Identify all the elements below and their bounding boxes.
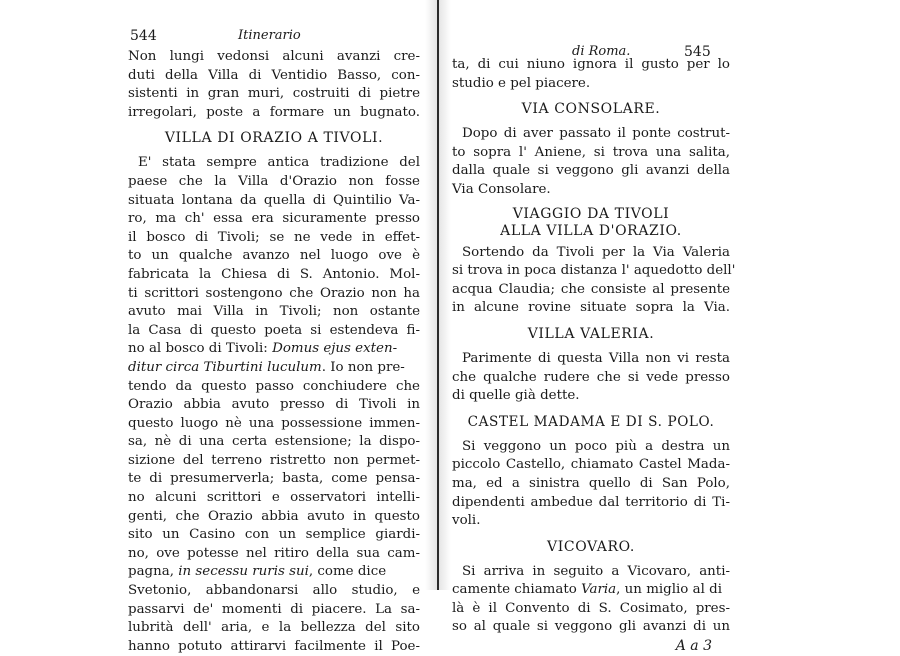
- text-line: ta, di cui niuno ignora il gusto per lo: [452, 57, 730, 72]
- left-running-head: [128, 28, 420, 48]
- right-page: [452, 28, 736, 655]
- text-line: te di presumerverla; basta, come pensa-: [128, 471, 420, 487]
- text-line: passarvi de' momenti di piacere. La sa-: [128, 601, 420, 617]
- left-page-number: 544: [130, 28, 157, 44]
- gutter-line: [437, 0, 439, 590]
- text-line: piccolo Castello, chiamato Castel Mada-: [452, 457, 730, 473]
- right-intro: [452, 56, 730, 93]
- text-line: fabricata la Chiesa di S. Antonio. Mol-: [128, 266, 420, 282]
- section-villa-valeria: [452, 350, 730, 406]
- text-line: Non lungi vedonsi alcuni avanzi cre-: [128, 49, 420, 64]
- text-line: ti scrittori sostengono che Orazio non ha: [128, 285, 420, 301]
- text-line: avuto mai Villa in Tivoli; non ostante: [128, 304, 420, 320]
- text-line: lubrità dell' aria, e la bellezza del sito: [128, 620, 420, 636]
- text-line: tendo da questo passo conchiudere che: [128, 378, 420, 394]
- text-line: Svetonio, abbandonarsi allo studio, e: [128, 583, 420, 599]
- section-heading-castel-madama: CASTEL MADAMA E DI S. POLO.: [467, 413, 715, 430]
- section-heading-vicovaro: VICOVARO.: [547, 538, 635, 555]
- text-line: studio e pel piacere.: [452, 75, 591, 91]
- left-page: [128, 28, 420, 654]
- italic-word: Varia: [581, 582, 617, 598]
- heading-line: VIAGGIO DA TIVOLI: [512, 205, 670, 222]
- left-intro: [128, 48, 420, 122]
- text-fragment: camente chiamato: [452, 582, 577, 598]
- latin-quote: in secessu ruris sui: [178, 564, 309, 580]
- text-line: Si veggono un poco più a destra un: [462, 438, 730, 454]
- right-running-head: [452, 28, 730, 60]
- text-line: situata lontana da quella di Quintilio Va-: [128, 192, 420, 208]
- text-line: sa, nè di una certa estensione; la dispo-: [128, 434, 420, 450]
- text-fragment: pagna,: [128, 564, 174, 580]
- text-line: ma, ed a sinistra quello di San Polo,: [452, 475, 730, 491]
- text-line: sito un Casino con un semplice giardi-: [128, 527, 420, 543]
- section-heading-viaggio: [452, 206, 730, 240]
- signature-mark: A a 3: [675, 638, 712, 655]
- text-line: Orazio abbia avuto presso di Tivoli in: [128, 397, 420, 413]
- text-line: hanno potuto attirarvi facilmente il Poe-: [128, 638, 420, 654]
- section-heading-villa-valeria: VILLA VALERIA.: [527, 325, 655, 342]
- text-line: Via Consolare.: [452, 181, 551, 197]
- section-viaggio: [452, 244, 736, 318]
- text-line: acqua Claudia; che consiste al presente: [452, 281, 730, 297]
- section-via-consolare: [452, 125, 730, 199]
- right-page-number: 545: [684, 44, 711, 60]
- text-fragment: no al bosco di Tivoli:: [128, 341, 268, 357]
- text-line: la Casa di questo poeta si estendeva fi-: [128, 322, 420, 338]
- text-line: là è il Convento di S. Cosimato, pres-: [452, 600, 730, 616]
- latin-quote: Domus ejus exten-: [272, 341, 398, 357]
- left-running-title: Itinerario: [238, 28, 301, 43]
- text-line: il bosco di Tivoli; se ne vede in effet-: [128, 229, 420, 245]
- text-line: dalla quale si veggono gli avanzi della: [452, 163, 730, 179]
- section-vicovaro: [452, 563, 730, 637]
- text-line: duti della Villa di Ventidio Basso, con-: [128, 67, 420, 83]
- text-line: voli.: [452, 513, 481, 529]
- section-castel-madama: [452, 438, 730, 531]
- text-line: Parimente di questa Villa non vi resta: [462, 350, 730, 366]
- text-line: sistenti in gran muri, costruiti di pietre: [128, 86, 420, 102]
- heading-line: ALLA VILLA D'ORAZIO.: [500, 222, 682, 239]
- text-line: to sopra l' Aniene, si trova una salita,: [452, 144, 730, 160]
- text-line-with-quote: [128, 563, 420, 582]
- text-line: so al quale si veggono gli avanzi di un: [452, 619, 730, 635]
- section-heading-villa-orazio: VILLA DI ORAZIO A TIVOLI.: [164, 130, 384, 147]
- text-line-with-quote: [128, 359, 420, 378]
- text-line: questo luogo nè una possessione immen-: [128, 415, 420, 431]
- text-fragment: . Io non pre-: [321, 359, 405, 375]
- section-heading-via-consolare: VIA CONSOLARE.: [521, 101, 661, 118]
- text-line: to un qualche avanzo nel luogo ove è: [128, 248, 420, 264]
- text-line: no, ove potesse nel ritiro della sua cam-: [128, 545, 420, 561]
- text-line: genti, che Orazio abbia avuto in questo: [128, 508, 420, 524]
- text-line-with-italic: [452, 581, 730, 600]
- text-line: dipendenti ambedue dal territorio di Ti-: [452, 494, 730, 510]
- text-line: di quelle già dette.: [452, 388, 580, 404]
- text-line: in alcune rovine situate sopra la Via.: [452, 300, 730, 316]
- text-line: Si arriva in seguito a Vicovaro, anti-: [462, 563, 730, 579]
- text-fragment: , come dice: [308, 564, 387, 580]
- text-line: si trova in poca distanza l' aquedotto dell': [452, 263, 736, 279]
- text-line: paese che la Villa d'Orazio non fosse: [128, 173, 420, 189]
- text-fragment: , un miglio al di: [616, 582, 723, 598]
- text-line: che qualche rudere che si vede presso: [452, 369, 730, 385]
- text-line: no alcuni scrittori e osservatori intelli-: [128, 490, 420, 506]
- text-line: E' stata sempre antica tradizione del: [138, 155, 420, 171]
- text-line-with-quote: [128, 340, 420, 359]
- text-line: sizione del terreno ristretto non permet-: [128, 452, 420, 468]
- text-line: irregolari, poste a formare un bugnato.: [128, 104, 420, 120]
- text-line: Sortendo da Tivoli per la Via Valeria: [462, 244, 730, 260]
- text-line: ro, ma ch' essa era sicuramente presso: [128, 211, 420, 227]
- right-running-title: di Roma.: [572, 44, 631, 59]
- text-line: Dopo di aver passato il ponte costrut-: [462, 126, 730, 142]
- left-body: [128, 154, 420, 656]
- latin-quote: ditur circa Tiburtini luculum: [128, 359, 322, 375]
